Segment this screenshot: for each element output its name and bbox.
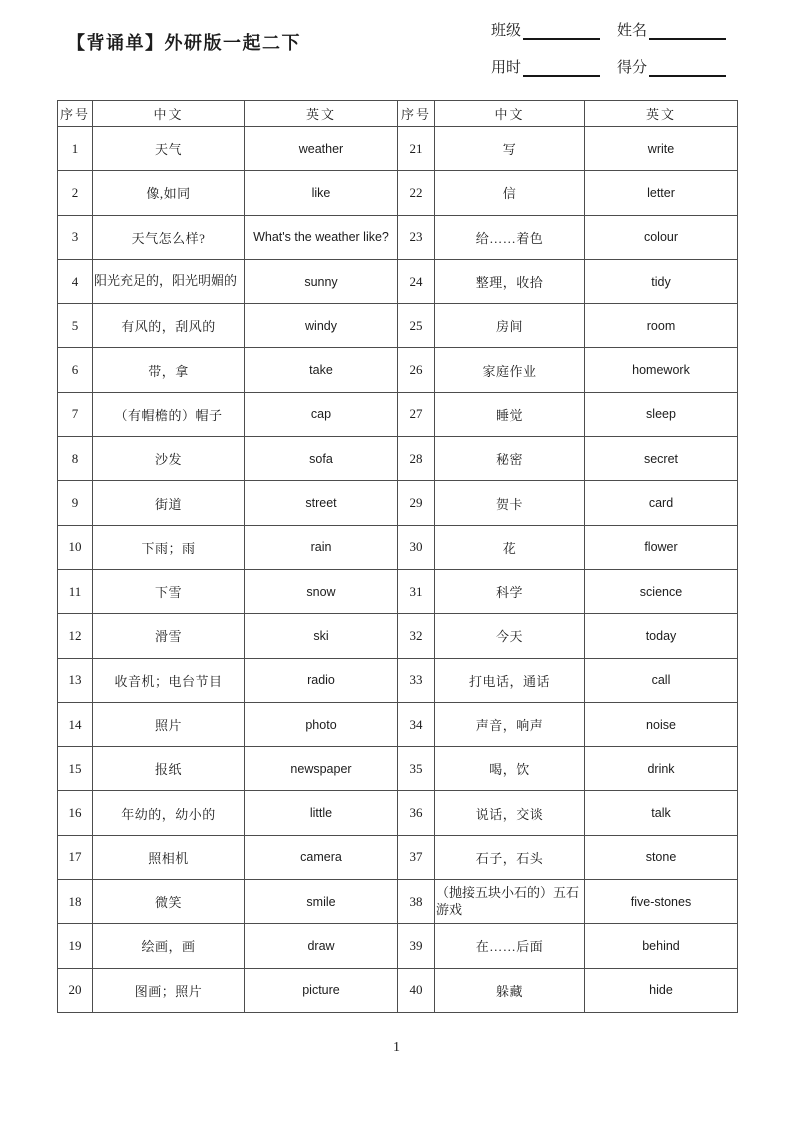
table-row [58,968,738,1012]
table-row [58,392,738,436]
index-cell: 20 [58,968,93,1012]
index-cell: 23 [398,215,435,259]
index-cell: 6 [58,348,93,392]
chinese-cell: 给……着色 [435,215,585,259]
english-cell: room [585,304,738,348]
english-cell: sleep [585,392,738,436]
index-cell: 8 [58,437,93,481]
index-cell: 26 [398,348,435,392]
chinese-cell: 图画；照片 [93,968,245,1012]
info-row-2 [491,53,726,77]
field-score [617,56,726,77]
english-cell: hide [585,968,738,1012]
chinese-cell: （有帽檐的）帽子 [93,392,245,436]
column-header-index-right: 序号 [398,101,435,127]
table-row [58,614,738,658]
english-cell: stone [585,835,738,879]
table-row [58,215,738,259]
chinese-cell: 贺卡 [435,481,585,525]
chinese-cell: 在……后面 [435,924,585,968]
column-header-english-left: 英文 [245,101,398,127]
chinese-cell: 天气 [93,127,245,171]
chinese-cell: 天气怎么样? [93,215,245,259]
chinese-cell: 说话，交谈 [435,791,585,835]
table-row [58,835,738,879]
chinese-cell: 写 [435,127,585,171]
english-cell: picture [245,968,398,1012]
english-cell: smile [245,880,398,924]
index-cell: 39 [398,924,435,968]
index-cell: 11 [58,569,93,613]
index-cell: 2 [58,171,93,215]
index-cell: 21 [398,127,435,171]
index-cell: 16 [58,791,93,835]
index-cell: 22 [398,171,435,215]
table-row [58,791,738,835]
english-cell: take [245,348,398,392]
english-cell: What's the weather like? [245,215,398,259]
table-row [58,924,738,968]
english-cell: snow [245,569,398,613]
index-cell: 18 [58,880,93,924]
english-cell: science [585,569,738,613]
table-row [58,304,738,348]
chinese-cell: 照片 [93,702,245,746]
chinese-cell: 科学 [435,569,585,613]
chinese-cell: 躲藏 [435,968,585,1012]
page-number: 1 [393,1040,400,1055]
english-cell: flower [585,525,738,569]
index-cell: 35 [398,747,435,791]
english-cell: newspaper [245,747,398,791]
index-cell: 32 [398,614,435,658]
score-blank-line [649,58,726,77]
english-cell: photo [245,702,398,746]
index-cell: 31 [398,569,435,613]
index-cell: 15 [58,747,93,791]
chinese-cell: 微笑 [93,880,245,924]
chinese-cell: 照相机 [93,835,245,879]
english-cell: noise [585,702,738,746]
chinese-cell: 滑雪 [93,614,245,658]
field-time [491,56,600,77]
index-cell: 30 [398,525,435,569]
class-label: 班级 [491,23,522,39]
index-cell: 5 [58,304,93,348]
table-row [58,127,738,171]
index-cell: 34 [398,702,435,746]
chinese-cell: 阳光充足的，阳光明媚的 [93,259,245,303]
chinese-cell: 声音，响声 [435,702,585,746]
column-header-english-right: 英文 [585,101,738,127]
chinese-cell: 喝，饮 [435,747,585,791]
header-row [58,101,738,127]
chinese-cell: 像,如同 [93,171,245,215]
english-cell: sofa [245,437,398,481]
time-blank-line [523,58,600,77]
english-cell: card [585,481,738,525]
table-row [58,525,738,569]
student-info-fields [491,16,726,90]
chinese-cell: 睡觉 [435,392,585,436]
chinese-cell: 有风的，刮风的 [93,304,245,348]
index-cell: 14 [58,702,93,746]
table-row [58,569,738,613]
column-header-chinese-left: 中文 [93,101,245,127]
table-row [58,481,738,525]
index-cell: 4 [58,259,93,303]
column-header-chinese-right: 中文 [435,101,585,127]
table-row [58,658,738,702]
vocab-table-header [58,101,738,127]
english-cell: draw [245,924,398,968]
index-cell: 7 [58,392,93,436]
index-cell: 13 [58,658,93,702]
english-cell: little [245,791,398,835]
english-cell: ski [245,614,398,658]
vocab-table [57,100,738,1013]
english-cell: call [585,658,738,702]
chinese-cell: 家庭作业 [435,348,585,392]
english-cell: colour [585,215,738,259]
index-cell: 36 [398,791,435,835]
index-cell: 9 [58,481,93,525]
score-label: 得分 [617,60,648,76]
chinese-cell: 今天 [435,614,585,658]
index-cell: 28 [398,437,435,481]
field-name [617,19,726,40]
english-cell: letter [585,171,738,215]
index-cell: 24 [398,259,435,303]
table-row [58,348,738,392]
english-cell: five-stones [585,880,738,924]
english-cell: tidy [585,259,738,303]
chinese-cell: 花 [435,525,585,569]
chinese-cell: 石子，石头 [435,835,585,879]
index-cell: 40 [398,968,435,1012]
vocab-table-body [58,127,738,1013]
english-cell: write [585,127,738,171]
info-row-1 [491,16,726,40]
chinese-cell: 打电话，通话 [435,658,585,702]
english-cell: street [245,481,398,525]
class-blank-line [523,21,600,40]
time-label: 用时 [491,60,522,76]
english-cell: rain [245,525,398,569]
table-row [58,702,738,746]
table-row [58,437,738,481]
chinese-cell: 整理，收拾 [435,259,585,303]
chinese-cell: 年幼的，幼小的 [93,791,245,835]
index-cell: 12 [58,614,93,658]
chinese-cell: 带，拿 [93,348,245,392]
field-class [491,19,600,40]
chinese-cell: 下雪 [93,569,245,613]
index-cell: 19 [58,924,93,968]
english-cell: secret [585,437,738,481]
english-cell: today [585,614,738,658]
chinese-cell: 街道 [93,481,245,525]
chinese-cell: 秘密 [435,437,585,481]
english-cell: drink [585,747,738,791]
english-cell: talk [585,791,738,835]
english-cell: cap [245,392,398,436]
chinese-cell: 信 [435,171,585,215]
table-row [58,171,738,215]
table-row [58,259,738,303]
index-cell: 37 [398,835,435,879]
chinese-cell: （抛接五块小石的）五石游戏 [435,880,585,924]
page-title: 【背诵单】外研版一起二下 [67,33,301,53]
english-cell: homework [585,348,738,392]
table-row [58,880,738,924]
index-cell: 1 [58,127,93,171]
name-label: 姓名 [617,23,648,39]
index-cell: 25 [398,304,435,348]
chinese-cell: 绘画，画 [93,924,245,968]
index-cell: 3 [58,215,93,259]
english-cell: like [245,171,398,215]
english-cell: windy [245,304,398,348]
index-cell: 29 [398,481,435,525]
column-header-index-left: 序号 [58,101,93,127]
english-cell: camera [245,835,398,879]
english-cell: weather [245,127,398,171]
english-cell: radio [245,658,398,702]
english-cell: sunny [245,259,398,303]
index-cell: 10 [58,525,93,569]
table-row [58,747,738,791]
chinese-cell: 下雨；雨 [93,525,245,569]
index-cell: 17 [58,835,93,879]
english-cell: behind [585,924,738,968]
index-cell: 27 [398,392,435,436]
index-cell: 33 [398,658,435,702]
chinese-cell: 房间 [435,304,585,348]
name-blank-line [649,21,726,40]
chinese-cell: 沙发 [93,437,245,481]
index-cell: 38 [398,880,435,924]
chinese-cell: 收音机；电台节目 [93,658,245,702]
chinese-cell: 报纸 [93,747,245,791]
